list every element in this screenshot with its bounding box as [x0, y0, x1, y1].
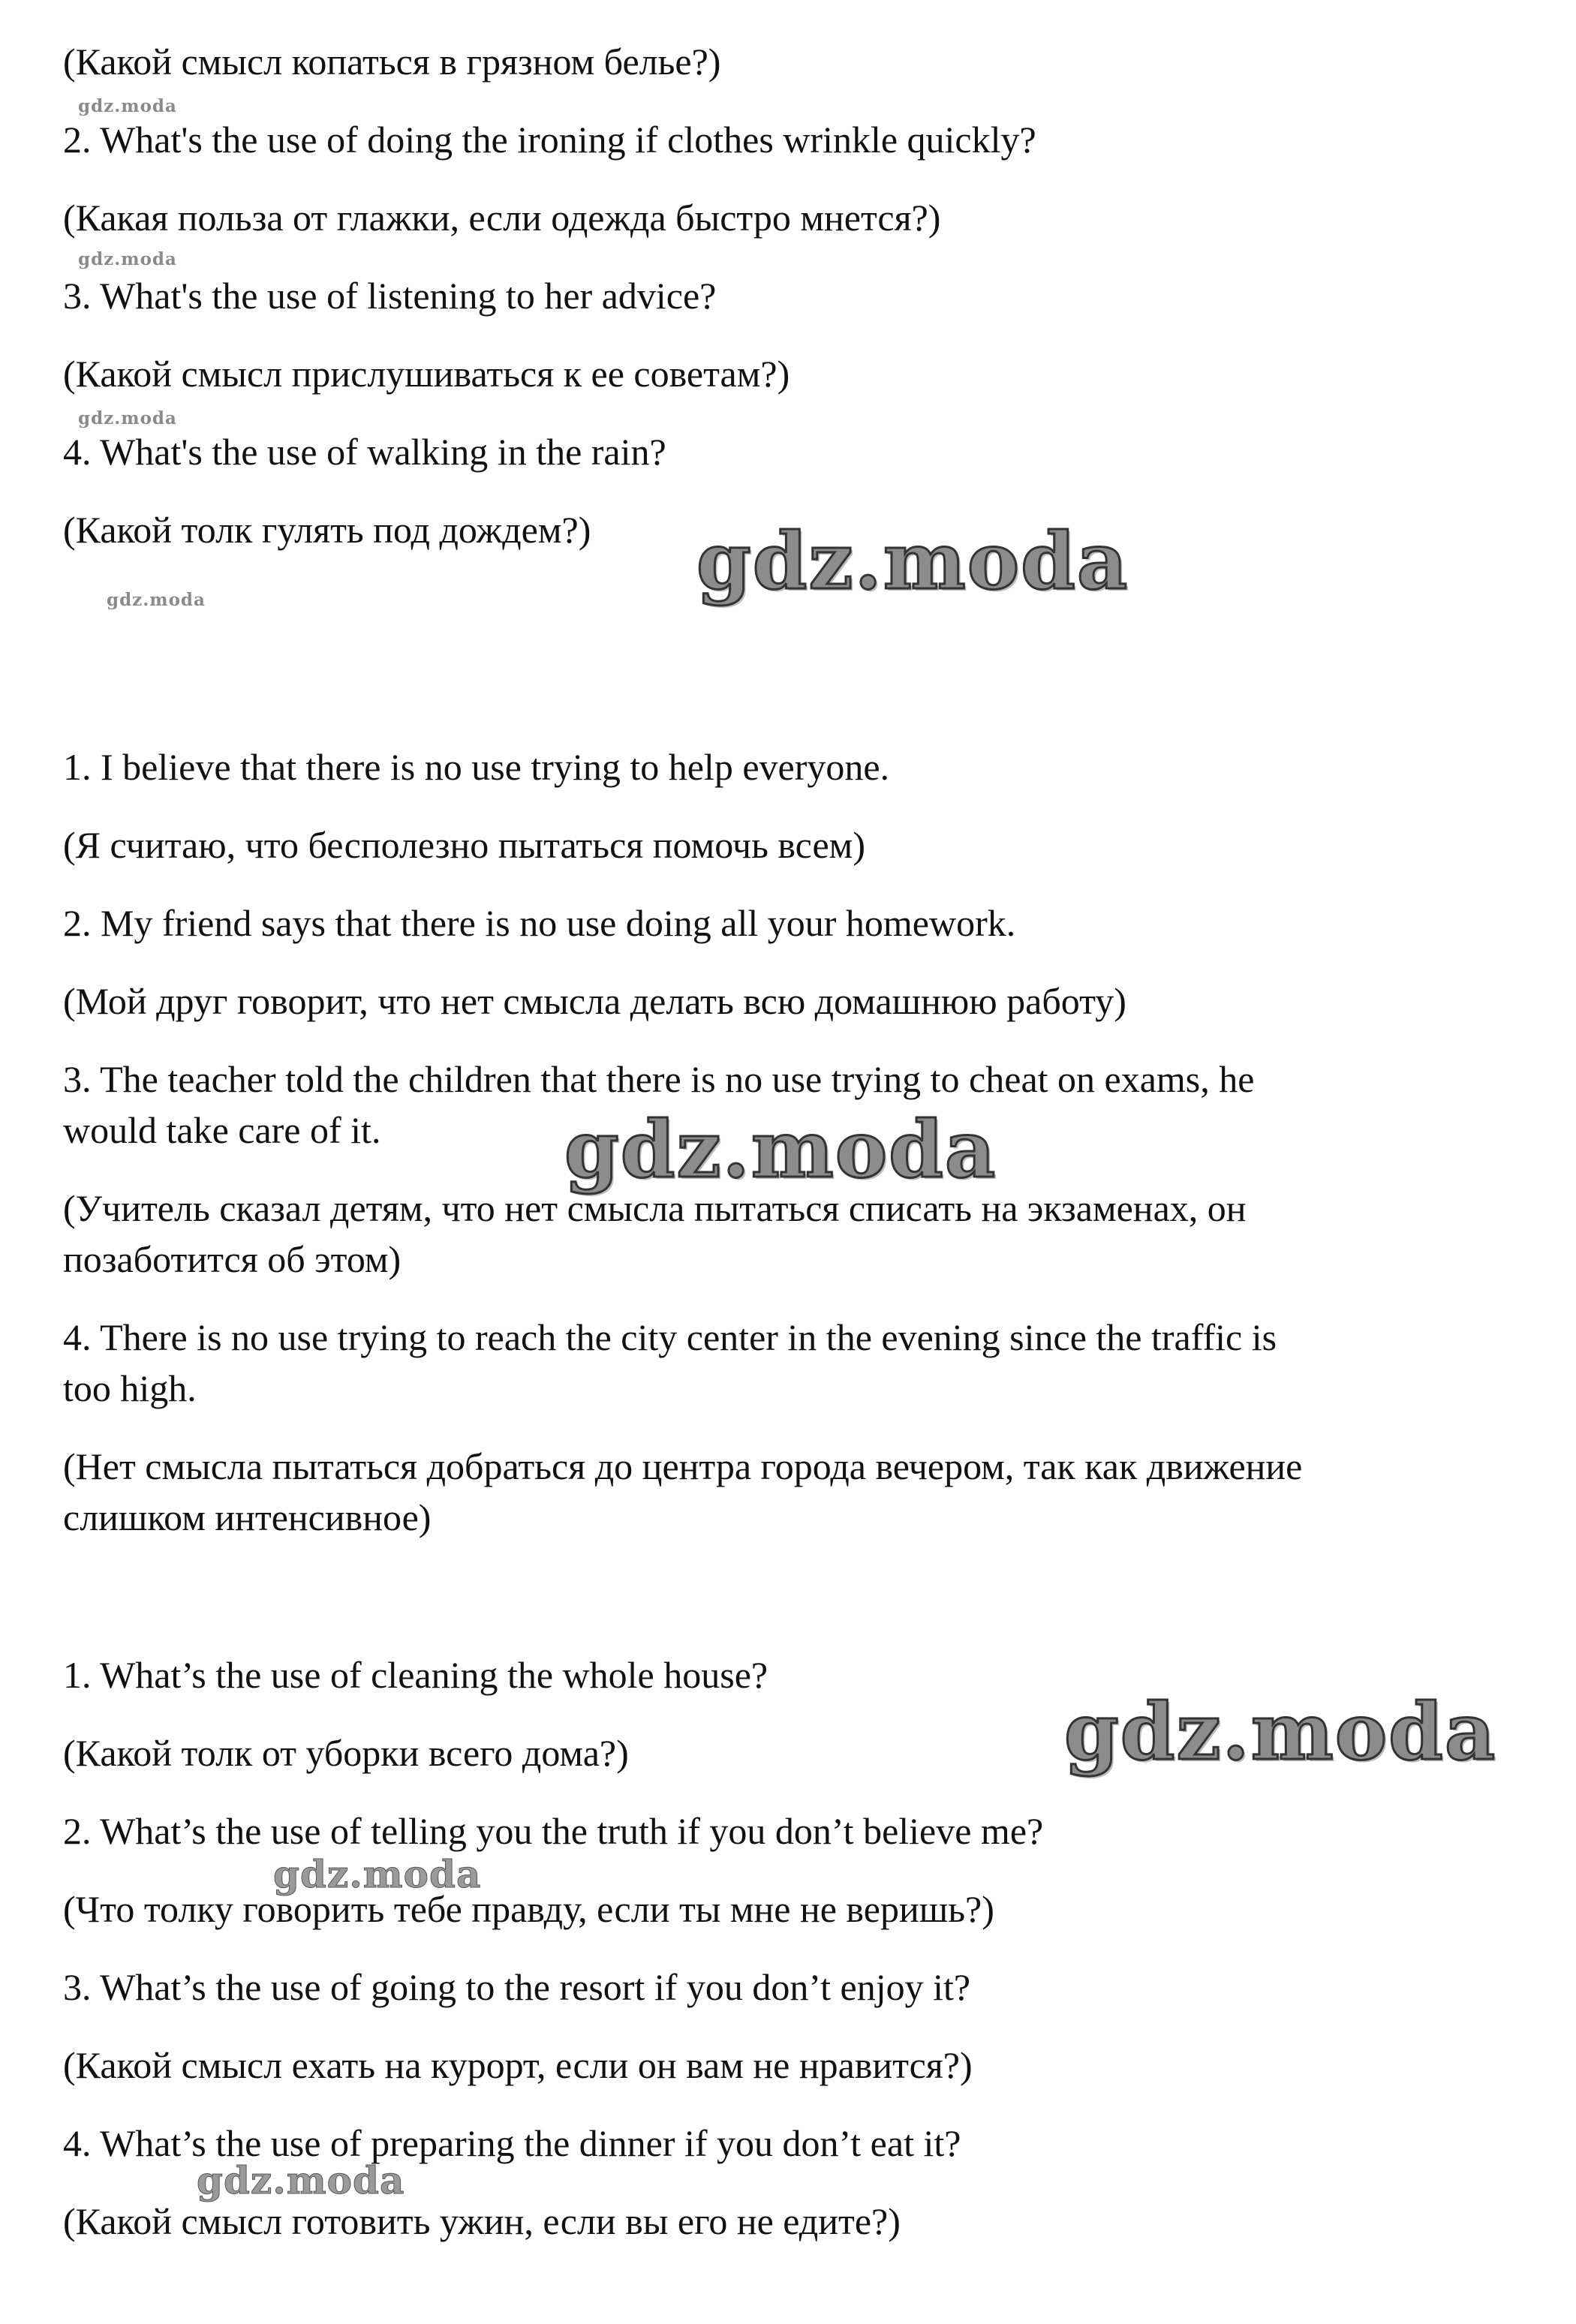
text-line: (Какой смысл прислушиваться к ее советам?): [63, 353, 790, 395]
text-line: слишком интенсивное): [63, 1496, 432, 1538]
watermark: gdz.moda: [78, 249, 177, 269]
watermark: gdz.moda: [273, 1852, 482, 1896]
watermark: gdz.moda: [78, 96, 177, 116]
text-line: would take care of it.: [63, 1109, 381, 1151]
watermark: gdz.moda: [564, 1103, 997, 1195]
text-line: (Какой толк от уборки всего дома?): [63, 1732, 629, 1774]
text-line: 4. What’s the use of preparing the dinner if you don’t eat it?: [63, 2122, 961, 2164]
text-line: (Какая польза от глажки, если одежда быстро мнется?): [63, 197, 941, 239]
text-line: 4. There is no use trying to reach the city center in the evening since the traffic is: [63, 1316, 1277, 1358]
text-line: (Учитель сказал детям, что нет смысла пытаться списать на экзаменах, он: [63, 1187, 1247, 1229]
text-line: (Какой смысл копаться в грязном белье?): [63, 41, 721, 83]
watermark: gdz.moda: [696, 515, 1129, 607]
watermark: gdz.moda: [107, 590, 206, 610]
text-line: 3. The teacher told the children that there is no use trying to cheat on exams, he: [63, 1058, 1255, 1100]
text-line: too high.: [63, 1367, 197, 1409]
text-line: (Я считаю, что бесполезно пытаться помочь всем): [63, 824, 865, 866]
text-line: (Нет смысла пытаться добраться до центра города вечером, так как движение: [63, 1445, 1303, 1487]
text-line: позаботится об этом): [63, 1238, 402, 1280]
text-line: 4. What's the use of walking in the rain?: [63, 431, 666, 473]
text-line: 2. My friend says that there is no use doing all your homework.: [63, 902, 1016, 944]
watermark: gdz.moda: [1064, 1685, 1497, 1778]
text-line: (Какой толк гулять под дождем?): [63, 509, 591, 551]
text-line: (Какой смысл готовить ужин, если вы его не едите?): [63, 2200, 901, 2242]
text-line: (Мой друг говорит, что нет смысла делать всю домашнюю работу): [63, 980, 1126, 1022]
text-line: 3. What's the use of listening to her advice?: [63, 275, 717, 317]
text-line: 1. I believe that there is no use trying to help everyone.: [63, 746, 890, 788]
text-line: (Что толку говорить тебе правду, если ты мне не веришь?): [63, 1888, 994, 1930]
text-line: 2. What's the use of doing the ironing if clothes wrinkle quickly?: [63, 119, 1036, 161]
text-line: 2. What’s the use of telling you the truth if you don’t believe me?: [63, 1810, 1044, 1852]
watermark: gdz.moda: [197, 2158, 405, 2202]
text-line: 3. What’s the use of going to the resort if you don’t enjoy it?: [63, 1966, 971, 2008]
text-line: 1. What’s the use of cleaning the whole house?: [63, 1654, 768, 1696]
text-line: (Какой смысл ехать на курорт, если он вам не нравится?): [63, 2044, 973, 2086]
watermark: gdz.moda: [78, 408, 177, 428]
